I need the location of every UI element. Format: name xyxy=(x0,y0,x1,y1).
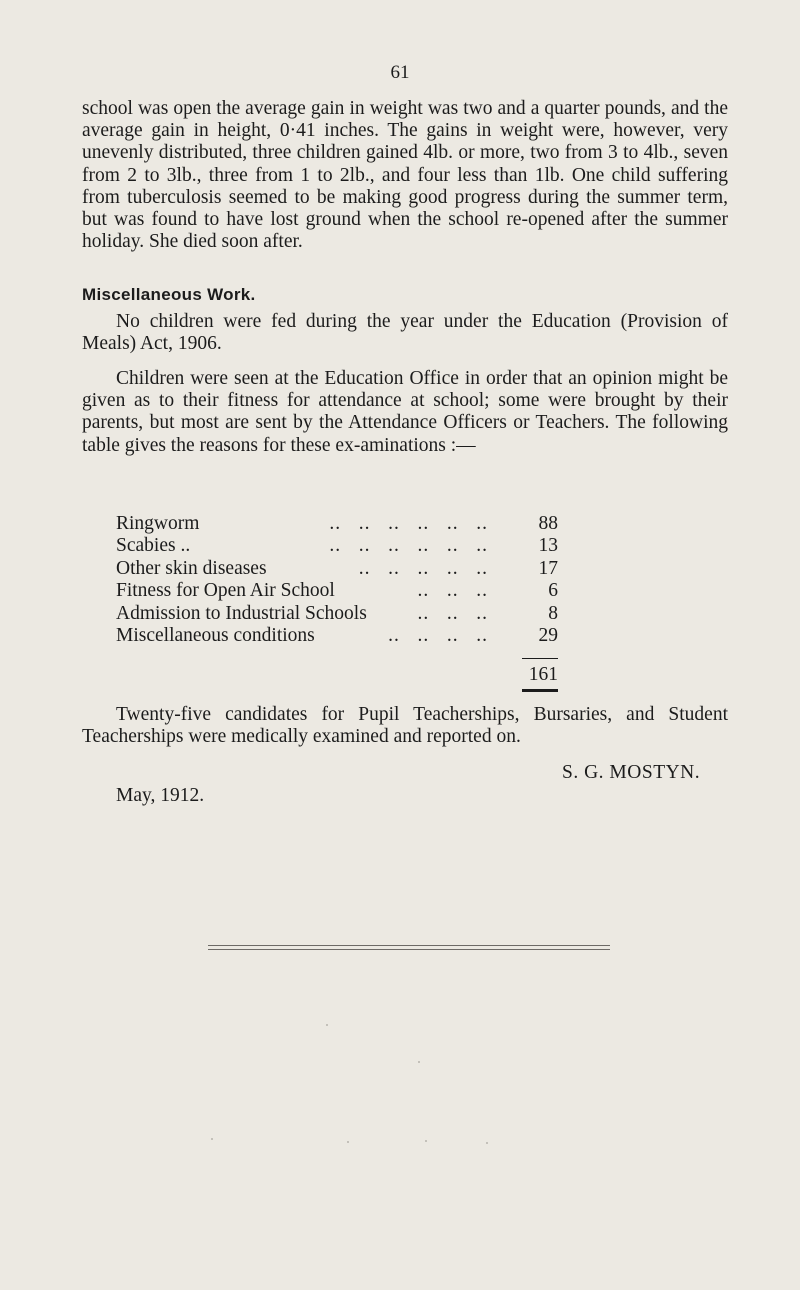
table-total: 161 xyxy=(528,664,558,685)
signature-date: May, 1912. xyxy=(116,785,205,806)
row-value: 88 xyxy=(538,513,558,534)
table-row xyxy=(116,558,558,580)
table-row xyxy=(116,625,558,647)
row-leader-dots: .. .. .. xyxy=(417,602,488,624)
total-double-rule xyxy=(522,689,558,692)
section-heading: Miscellaneous Work. xyxy=(82,285,256,304)
paper-speck xyxy=(211,1138,213,1140)
table-row xyxy=(116,513,558,535)
paper-speck xyxy=(425,1140,427,1142)
row-value: 17 xyxy=(538,557,558,579)
paragraph-weight-gains: school was open the average gain in weight was two and a quarter pounds, and the average gain in height, 0·41 inches. The gains in weight were, however, very unevenly distributed, three children gained 4lb. or more, two from 3 to 4lb., seven from 2 to 3lb., three from 1 to 2lb., and four less than 1lb. One child suffering from tuberculosis seemed to be making good progress during the summer term, but was found to have lost ground when the school re-opened after the summer holiday. She died soon after. xyxy=(82,98,728,253)
row-label: Scabies .. xyxy=(116,535,191,557)
row-value: 13 xyxy=(538,535,558,557)
row-leader-dots: .. .. .. .. .. xyxy=(358,557,488,579)
row-label: Fitness for Open Air School xyxy=(116,580,335,602)
table-row xyxy=(116,580,558,602)
row-leader-dots: .. .. .. .. xyxy=(388,624,488,646)
total-rule xyxy=(522,658,558,659)
row-leader-dots: .. .. .. .. .. .. xyxy=(329,513,488,534)
bottom-rule xyxy=(208,945,610,946)
examination-reasons-table xyxy=(116,513,558,647)
paper-speck xyxy=(326,1024,328,1026)
row-leader-dots: .. .. .. xyxy=(417,580,488,602)
bottom-rule xyxy=(208,949,610,950)
table-row xyxy=(116,535,558,557)
paragraph-education-office: Children were seen at the Education Office in order that an opinion might be given as to their fitness for attendance at school; some were brought by their parents, but most are sent by the Attendance Officers or Teachers. The following table gives the reasons for these ex-aminations :— xyxy=(82,368,728,456)
signature-name: S. G. MOSTYN. xyxy=(562,762,701,783)
page-number: 61 xyxy=(390,62,410,83)
table-row xyxy=(116,603,558,625)
row-value: 8 xyxy=(548,602,558,624)
row-label: Miscellaneous conditions xyxy=(116,624,315,646)
paper-speck xyxy=(418,1061,420,1063)
row-leader-dots: .. .. .. .. .. .. xyxy=(329,535,488,557)
row-label: Ringworm xyxy=(116,513,200,534)
paper-speck xyxy=(486,1142,488,1144)
paragraph-meals: No children were fed during the year under the Education (Provision of Meals) Act, 1906. xyxy=(82,311,728,355)
paragraph-candidates: Twenty-five candidates for Pupil Teacherships, Bursaries, and Student Teacherships were medically examined and reported on. xyxy=(82,704,728,748)
row-label: Other skin diseases xyxy=(116,557,267,579)
row-value: 29 xyxy=(538,624,558,646)
paper-speck xyxy=(347,1141,349,1143)
row-value: 6 xyxy=(548,580,558,602)
row-label: Admission to Industrial Schools xyxy=(116,602,367,624)
